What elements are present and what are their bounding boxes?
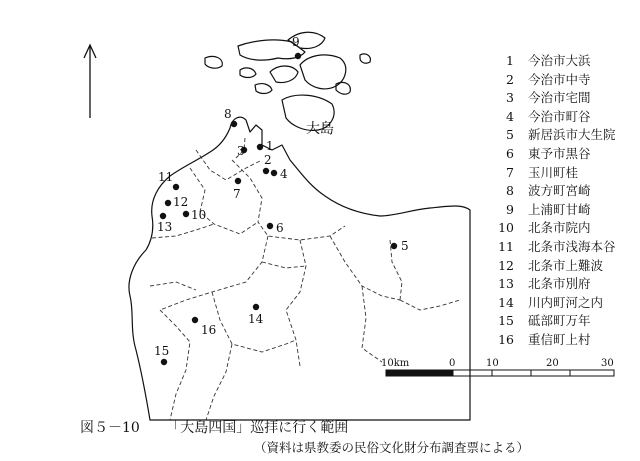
legend-item	[492, 108, 616, 127]
scale-bar	[386, 370, 614, 376]
site-dot-9	[295, 53, 301, 59]
legend-item-number: 8	[506, 183, 514, 199]
legend-item	[492, 145, 616, 164]
legend-item-name: 新居浜市大生院	[528, 127, 616, 143]
legend-item-name: 北条市上難波	[528, 257, 604, 273]
site-num-3: 3	[237, 144, 245, 158]
legend-item-name: 今治市中寺	[528, 71, 591, 87]
legend-item	[492, 331, 616, 350]
legend-item-name: 波方町宮崎	[528, 183, 591, 199]
legend-item-number: 3	[506, 90, 514, 106]
site-dot-12	[165, 200, 171, 206]
legend-item-number: 2	[506, 71, 514, 87]
legend-item-name: 今治市大浜	[528, 53, 591, 68]
legend-item-name: 今治市町谷	[528, 108, 591, 124]
site-num-1: 1	[266, 139, 274, 153]
legend-item-number: 11	[498, 238, 514, 254]
legend-item	[492, 312, 616, 331]
legend-item	[492, 201, 616, 220]
legend-item-name: 玉川町桂	[528, 164, 579, 180]
legend-item-number: 15	[498, 313, 514, 329]
legend-item-number: 16	[498, 331, 514, 347]
site-num-6: 6	[276, 221, 284, 235]
site-dot-8	[231, 121, 237, 127]
legend-item	[492, 275, 616, 294]
site-num-7: 7	[233, 187, 241, 201]
scale-label-0: 0	[449, 358, 456, 369]
site-num-16: 16	[201, 323, 217, 337]
figure-caption	[80, 417, 348, 437]
site-dot-16	[192, 317, 198, 323]
site-num-14: 14	[248, 312, 264, 326]
legend-item-number: 5	[506, 127, 514, 143]
north-arrow-icon	[84, 45, 96, 118]
legend-item-number: 4	[506, 108, 514, 124]
legend-item	[492, 294, 616, 313]
legend-item-name: 重信町上村	[528, 331, 591, 347]
legend-item-number: 9	[506, 201, 514, 217]
legend-item	[492, 52, 616, 71]
legend-item-number: 6	[506, 145, 514, 161]
site-dot-6	[267, 223, 273, 229]
site-dot-14	[253, 304, 259, 310]
legend-item-name: 川内町河之内	[528, 294, 604, 310]
legend-item	[492, 89, 616, 108]
site-dot-15	[161, 359, 167, 365]
legend-item	[492, 238, 616, 257]
legend-item-number: 7	[506, 164, 514, 180]
site-dot-7	[235, 178, 241, 184]
site-num-8: 8	[224, 107, 232, 121]
scale-label-10: 10	[486, 358, 499, 369]
site-num-13: 13	[157, 220, 173, 234]
legend-item	[492, 182, 616, 201]
legend-item-name: 北条市浅海本谷	[528, 238, 616, 254]
legend-item	[492, 126, 616, 145]
site-dot-1	[257, 144, 263, 150]
figure-number: 図５－10	[80, 420, 140, 436]
scale-label-30: 30	[601, 358, 614, 369]
site-dot-5	[391, 243, 397, 249]
legend-item-number: 10	[498, 220, 514, 236]
site-num-2: 2	[264, 153, 272, 167]
legend-item-number: 1	[506, 53, 514, 68]
site-num-4: 4	[280, 167, 288, 181]
legend-item-name: 東予市黒谷	[528, 145, 591, 161]
legend-item	[492, 257, 616, 276]
site-legend	[492, 52, 616, 350]
legend-item-name: 上浦町甘崎	[528, 201, 591, 217]
site-dot-2	[263, 168, 269, 174]
site-num-15: 15	[154, 344, 170, 358]
scale-label-10km: 10km	[381, 358, 410, 369]
legend-item	[492, 219, 616, 238]
legend-item-number: 14	[498, 294, 514, 310]
legend-item-name: 北条市院内	[528, 220, 591, 236]
site-num-10: 10	[191, 208, 207, 222]
site-dot-13	[160, 213, 166, 219]
coastline	[129, 32, 470, 420]
legend-item-number: 13	[498, 276, 514, 292]
legend-item-name: 北条市別府	[528, 276, 591, 292]
site-dot-4	[271, 170, 277, 176]
legend-item-name: 砥部町万年	[528, 313, 591, 329]
municipal-boundaries	[150, 138, 460, 420]
figure-title: 「大島四国」巡拝に行く範囲	[166, 420, 349, 436]
legend-item-number: 12	[498, 257, 514, 273]
legend-item	[492, 164, 616, 183]
site-num-9: 9	[292, 35, 300, 49]
place-label-oshima: 大島	[306, 121, 334, 137]
site-dot-10	[183, 211, 189, 217]
legend-item	[492, 71, 616, 90]
scale-label-20: 20	[546, 358, 559, 369]
site-num-11: 11	[158, 170, 174, 184]
site-number-labels	[154, 35, 409, 358]
site-dot-11	[173, 184, 179, 190]
figure-source: （資料は県教委の民俗文化財分布調査票による）	[254, 440, 530, 455]
site-num-5: 5	[401, 239, 409, 253]
site-num-12: 12	[173, 195, 189, 209]
legend-item-name: 今治市宅間	[528, 90, 591, 106]
